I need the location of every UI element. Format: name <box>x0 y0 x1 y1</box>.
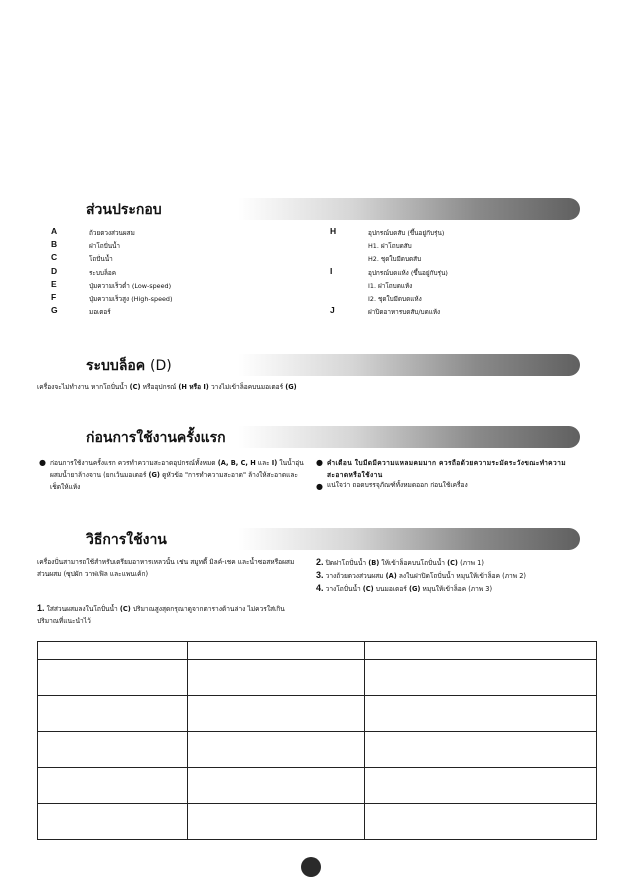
part-letter: F <box>51 292 57 302</box>
step-3 <box>316 569 526 583</box>
bullet-icon: ● <box>39 458 46 467</box>
table-row <box>38 732 597 768</box>
part-label: I1. ฝาโถบดแห้ง <box>368 281 413 290</box>
lock-title-suffix: (D) <box>150 358 172 374</box>
part-letter: B <box>51 239 58 250</box>
table-cell <box>365 804 597 840</box>
section-title-parts: ส่วนประกอบ <box>86 202 162 218</box>
table-row <box>38 768 597 804</box>
how-to-intro-text: เครื่องปั่นสามารถใช้สำหรับเตรียมอาหารเหลวนั้น เช่น สมูทตี้ มิลค์-เชค และน้ำซอสหรือผสมส่วนผสม (ซุปผัก วาฟเฟิล และแพนเค้ก) <box>37 558 295 578</box>
step-1-ref-c: (C) <box>119 605 131 613</box>
part-label: มอเตอร์ <box>89 308 111 317</box>
table-cell <box>365 660 597 696</box>
lock-text-1: เครื่องจะไม่ทำงาน หากโถปั่นน้ำ <box>37 383 128 391</box>
step-2-text-1: ปิดฝาโถปั่นน้ำ <box>325 559 367 567</box>
part-label: ระบบล็อค <box>89 268 117 277</box>
step-4-number: 4. <box>316 583 324 593</box>
before-ref-parts: (A, B, C, H <box>217 459 256 467</box>
table-cell <box>38 660 188 696</box>
step-3-number: 3. <box>316 570 324 580</box>
bullet-icon: ● <box>316 482 323 491</box>
part-label: ปุ่มความเร็วสูง (High-speed) <box>89 295 173 303</box>
part-letter: D <box>51 265 58 276</box>
section-header-how-to <box>62 528 580 550</box>
part-label: H1. ฝาโถบดสับ <box>368 242 412 251</box>
step-4 <box>316 582 492 596</box>
part-label: ถ้วยตวงส่วนผสม <box>89 229 135 237</box>
step-2-text-2: ให้เข้าล็อคบนโถปั่นน้ำ <box>381 559 445 567</box>
table-cell <box>365 768 597 804</box>
part-label: H2. ชุดใบมีดบดสับ <box>368 255 422 264</box>
step-4-text-1: วางโถปั่นน้ำ <box>325 585 361 593</box>
step-1-text-1: ใส่ส่วนผสมลงในโถปั่นน้ำ <box>46 605 118 613</box>
table-cell <box>187 768 365 804</box>
before-ref-i: I) <box>271 459 278 467</box>
part-letter: A <box>51 226 58 236</box>
part-letter: E <box>51 278 57 289</box>
packaging-note-text: แน่ใจว่า ถอดบรรจุภัณฑ์ทั้งหมดออก ก่อนใช้เครื่อง <box>327 481 468 489</box>
table-cell <box>38 768 188 804</box>
step-2-text-3: (ภาพ 1) <box>460 559 484 567</box>
part-label: ฝาโถปั่นน้ำ <box>89 242 121 251</box>
table-row <box>38 660 597 696</box>
lock-text-3: วางไม่เข้าล็อคบนมอเตอร์ <box>210 383 284 391</box>
lock-ref-c: (C) <box>129 383 141 391</box>
step-4-ref-c: (C) <box>362 585 374 593</box>
page-number-dot <box>301 857 321 877</box>
section-header-lock <box>62 354 580 376</box>
lock-text-2: หรืออุปกรณ์ <box>142 383 177 391</box>
section-header-before-use <box>62 426 580 448</box>
before-text-and: และ <box>257 459 270 467</box>
table-row <box>38 696 597 732</box>
part-letter: G <box>51 305 58 316</box>
packaging-note <box>327 479 468 492</box>
table-cell <box>187 660 365 696</box>
warning-text <box>327 457 585 481</box>
part-letter: C <box>51 252 58 263</box>
step-2-number: 2. <box>316 557 324 567</box>
part-label: อุปกรณ์บดสับ (ขึ้นอยู่กับรุ่น) <box>368 229 445 237</box>
table-cell <box>38 642 188 660</box>
table-cell <box>187 696 365 732</box>
part-label: โถปั่นน้ำ <box>89 255 113 264</box>
step-4-text-3: หมุนให้เข้าล็อค (ภาพ 3) <box>422 585 493 593</box>
part-label: อุปกรณ์บดแห้ง (ขึ้นอยู่กับรุ่น) <box>368 268 448 277</box>
table-cell <box>187 642 365 660</box>
bullet-icon: ● <box>316 458 323 467</box>
before-text-1: ก่อนการใช้งานครั้งแรก ควรทำความสะอาดอุปกรณ์ทั้งหมด <box>50 459 216 467</box>
before-text-2: ในน้ำอุ่นผสมน้ำยาล้างจาน (ยกเว้นมอเตอร์ <box>50 459 304 479</box>
lock-paragraph <box>37 381 297 394</box>
lock-title-text: ระบบล็อค <box>86 358 146 374</box>
table-header-row <box>38 642 597 660</box>
step-4-ref-g: (G) <box>408 585 421 593</box>
before-text-3: ดูหัวข้อ "การทำความสะอาด" ล้างให้สะอาดและเช็ดให้แห้ง <box>50 471 298 491</box>
table-cell <box>187 804 365 840</box>
part-letter: I <box>330 265 333 276</box>
section-title-lock <box>86 355 172 377</box>
step-4-text-2: บนมอเตอร์ <box>375 585 407 593</box>
lock-ref-hi: (H หรือ I) <box>178 383 209 391</box>
table-row <box>38 804 597 840</box>
step-2-ref-b: (B) <box>368 559 380 567</box>
step-3-ref-a: (A) <box>385 572 397 580</box>
table-cell <box>38 732 188 768</box>
step-1-number: 1. <box>37 603 45 613</box>
step-2-ref-c: (C) <box>447 559 458 567</box>
part-letter: H <box>330 226 337 236</box>
warning-content: คำเตือน ใบมีดมีความแหลมคมมาก ควรถือด้วยความระมัดระวังขณะทำความสะอาดหรือใช้งาน <box>327 459 566 479</box>
table-cell <box>38 804 188 840</box>
table-cell <box>365 642 597 660</box>
section-header-parts <box>62 198 580 220</box>
part-label: I2. ชุดใบมีดบดแห้ง <box>368 295 422 303</box>
step-3-text-1: วางถ้วยตวงส่วนผสม <box>325 572 384 580</box>
how-to-intro <box>37 556 299 580</box>
section-title-how-to: วิธีการใช้งาน <box>86 532 167 548</box>
table-cell <box>38 696 188 732</box>
step-3-text-2: ลงในฝาปิดโถปั่นน้ำ หมุนให้เข้าล็อค (ภาพ 2) <box>398 572 526 580</box>
step-2 <box>316 556 484 570</box>
part-label: ฝาปิดอาหารบดสับ/บดแห้ง <box>368 308 441 317</box>
section-title-before-use: ก่อนการใช้งานครั้งแรก <box>86 430 226 446</box>
table-cell <box>365 696 597 732</box>
lock-ref-g: (G) <box>285 383 297 391</box>
part-label: ปุ่มความเร็วต่ำ (Low-speed) <box>89 281 172 290</box>
table-cell <box>187 732 365 768</box>
before-use-instructions <box>50 457 308 493</box>
before-ref-g: (G) <box>148 471 160 479</box>
part-letter: J <box>330 305 335 316</box>
step-1-text-2: ปริมาณสูงสุดกรุณาดูจากตารางด้านล่าง ไม่ควรใส่เกินปริมาณที่แนะนำไว้ <box>37 605 285 625</box>
table-cell <box>365 732 597 768</box>
step-1 <box>37 602 302 627</box>
quantity-table <box>37 641 597 840</box>
